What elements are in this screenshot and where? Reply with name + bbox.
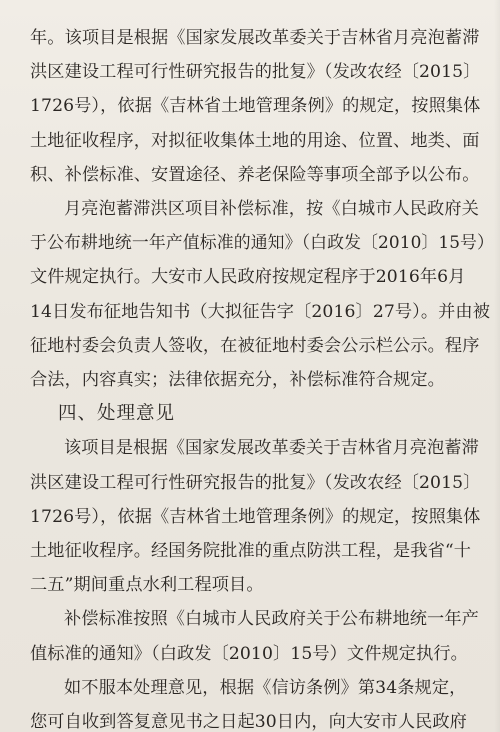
text-line: 土地征收程序，对拟征收集体土地的用途、位置、地类、面 bbox=[30, 130, 480, 151]
text-line: 合法，内容真实；法律依据充分，补偿标准符合规定。 bbox=[30, 370, 445, 390]
text-line: 值标准的通知》（白政发〔2010〕15号）文件规定执行。 bbox=[30, 643, 468, 664]
text-line: 年。该项目是根据《国家发展改革委关于吉林省月亮泡蓄滞 bbox=[30, 28, 480, 48]
text-line: 洪区建设工程可行性研究报告的批复》（发改农经〔2015〕 bbox=[30, 62, 481, 83]
section-heading: 四、处理意见 bbox=[58, 403, 176, 425]
text-line: 1726号），依据《吉林省土地管理条例》的规定，按照集体 bbox=[30, 506, 481, 527]
text-line: 月亮泡蓄滞洪区项目补偿标准，按《白城市人民政府关 bbox=[64, 199, 479, 219]
text-line: 文件规定执行。大安市人民政府按规定程序于2016年6月 bbox=[30, 267, 466, 288]
text-line: 14日发布征地告知书（大拟征告字〔2016〕27号）。并由被 bbox=[30, 301, 491, 322]
text-line: 补偿标准按照《白城市人民政府关于公布耕地统一年产 bbox=[64, 609, 479, 630]
text-line: 1726号），依据《吉林省土地管理条例》的规定，按照集体 bbox=[30, 96, 481, 117]
text-line: 土地征收程序。经国务院批准的重点防洪工程，是我省“十 bbox=[30, 541, 472, 561]
text-line: 洪区建设工程可行性研究报告的批复》（发改农经〔2015〕 bbox=[30, 472, 481, 493]
paper-edge-shadow bbox=[494, 0, 500, 732]
text-line: 如不服本处理意见，根据《信访条例》第34条规定， bbox=[64, 677, 467, 698]
text-line: 该项目是根据《国家发展改革委关于吉林省月亮泡蓄滞 bbox=[64, 438, 479, 459]
text-line: 积、补偿标准、安置途径、养老保险等事项全部予以公布。 bbox=[30, 164, 480, 185]
text-line: 征地村委会负责人签收，在被征地村委会公示栏公示。程序 bbox=[30, 335, 480, 356]
text-line: 于公布耕地统一年产值标准的通知》（白政发〔2010〕15号） bbox=[30, 233, 495, 254]
text-line: 二五”期间重点水利工程项目。 bbox=[30, 575, 264, 596]
text-line: 您可自收到答复意见书之日起30日内，向大安市人民政府 bbox=[30, 712, 467, 732]
